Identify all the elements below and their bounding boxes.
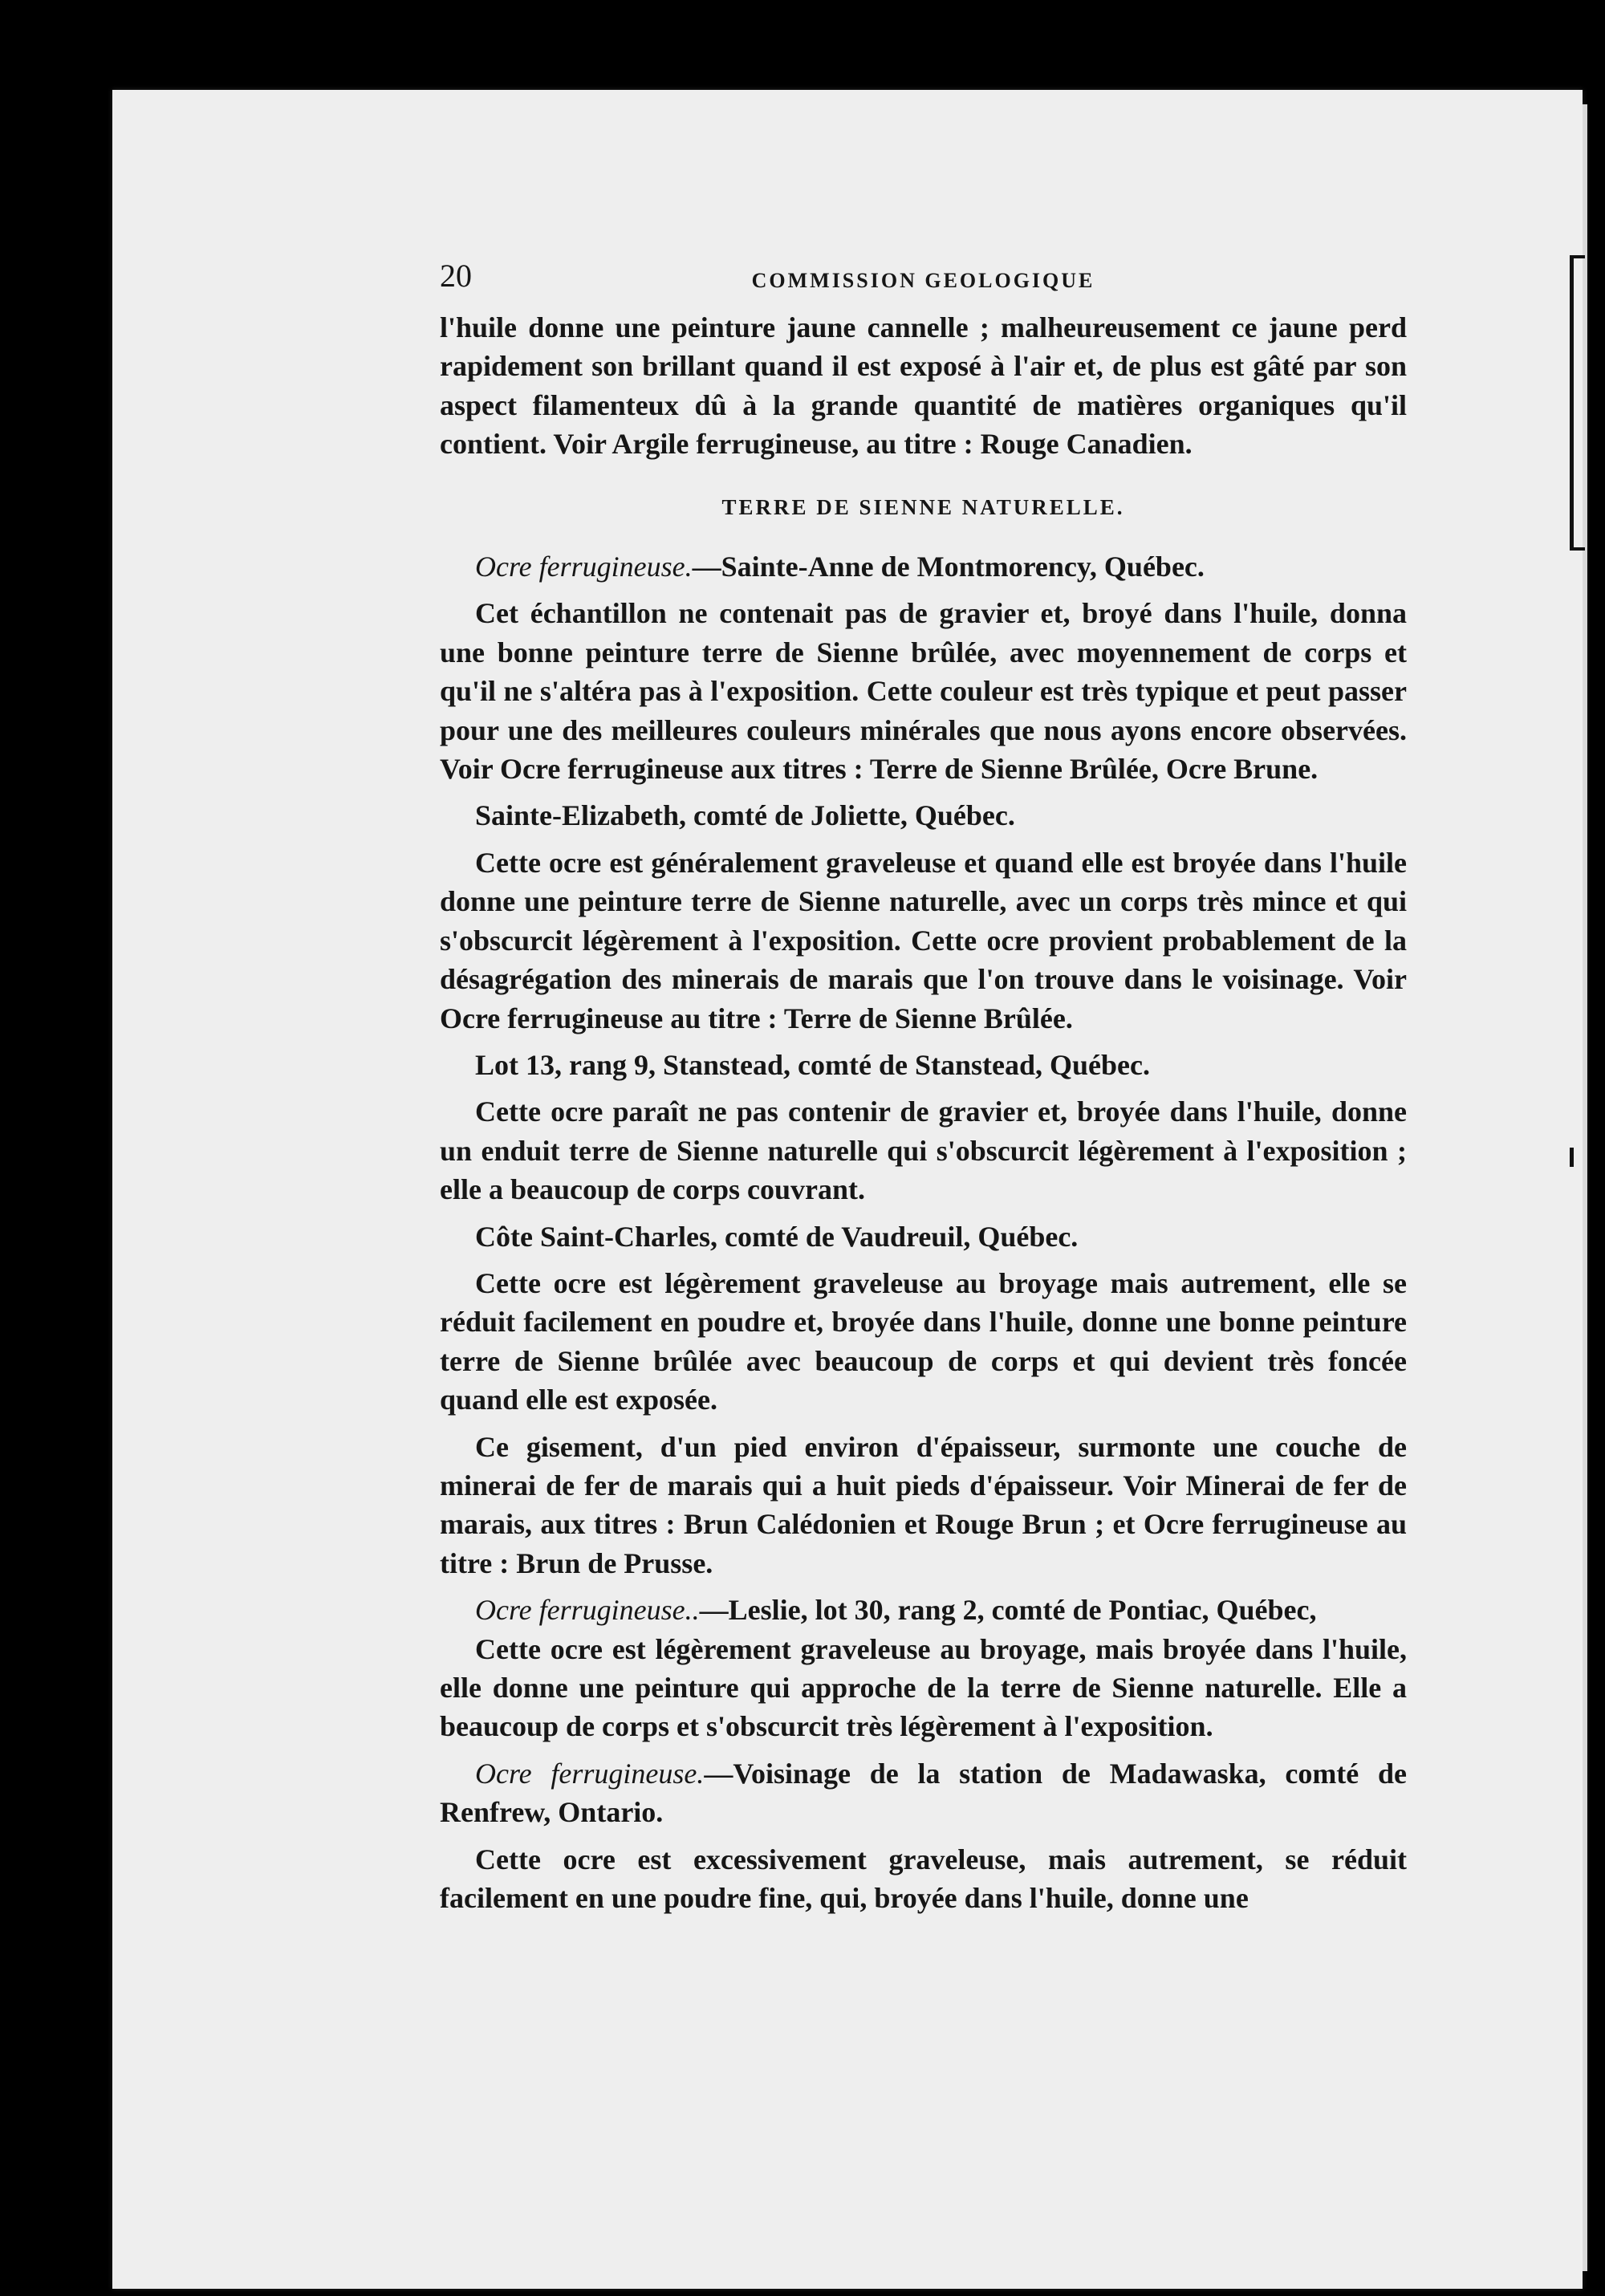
paragraph: Cet échantillon ne contenait pas de gravier et, broyé dans l'huile, donna une bonne peinture terre de Sienne brûlée, avec moyennement de corps et qu'il ne s'altéra pas à l'exposition. Cette couleur est très typique et peut passer pour une des meilleures couleurs minérales que nous ayons encore observées. Voir Ocre ferrugineuse aux titres : Terre de Sienne Brûlée, Ocre Brune. <box>440 597 1407 786</box>
page-content <box>440 257 1407 1917</box>
paragraph: Cette ocre est excessivement graveleuse, mais autrement, se réduit facilement en une poudre fine, qui, broyée dans l'huile, donne une <box>440 1843 1407 1915</box>
entry-lead: Ocre ferrugineuse. <box>475 551 693 583</box>
paragraph: Cette ocre est légèrement graveleuse au broyage, mais broyée dans l'huile, elle donne une peinture qui approche de la terre de Sienne naturelle. Elle a beaucoup de corps et s'obscurcit très légèrement à l'exposition. <box>440 1632 1407 1743</box>
page-header <box>440 257 1407 302</box>
entry-location: —Sainte-Anne de Montmorency, Québec. <box>692 551 1205 583</box>
paragraph: Cette ocre paraît ne pas contenir de gravier et, broyée dans l'huile, donne un enduit terre de Sienne naturelle qui s'obscurcit légèrement à l'exposition ; elle a beaucoup de corps couvrant. <box>440 1095 1407 1206</box>
paragraph-heading <box>440 1591 1407 1629</box>
page-number: 20 <box>440 258 472 294</box>
section-title: TERRE DE SIENNE NATURELLE. <box>721 494 1125 519</box>
paragraph: Cette ocre est légèrement graveleuse au broyage mais autrement, elle se réduit facilement en poudre et, broyée dans l'huile, donne une bonne peinture terre de Sienne brûlée avec beaucoup de corps et qui devient très foncée quand elle est exposée. <box>440 1266 1407 1416</box>
paragraph-heading <box>440 547 1407 586</box>
paragraph: Ce gisement, d'un pied environ d'épaisseur, surmonte une couche de minerai de fer de marais qui a huit pieds d'épaisseur. Voir Minerai de fer de marais, aux titres : Brun Calédonien et Rouge Brun ; et Ocre ferrugineuse au titre : Brun de Prusse. <box>440 1430 1407 1579</box>
paragraph: l'huile donne une peinture jaune cannelle ; malheureusement ce jaune perd rapidement son brillant quand il est exposé à l'air et, de plus est gâté par son aspect filamenteux dû à la grande quantité de matières organiques qu'il contient. Voir Argile ferrugineuse, au titre : Rouge Canadien. <box>440 311 1407 461</box>
running-title: COMMISSION GEOLOGIQUE <box>751 269 1095 292</box>
paragraph: Cette ocre est généralement graveleuse et quand elle est broyée dans l'huile donne une peinture terre de Sienne naturelle, avec un corps très mince et qui s'obscurcit légèrement à l'exposition. Cette ocre provient probablement de la désagrégation des minerais de marais que l'on trouve dans le voisinage. Voir Ocre ferrugineuse au titre : Terre de Sienne Brûlée. <box>440 846 1407 1034</box>
entry-lead: Ocre ferrugineuse. <box>475 1757 705 1790</box>
entry-lead: Ocre ferrugineuse.. <box>475 1594 700 1627</box>
entry-location: —Voisinage de la station de Madawaska, comté de Renfrew, Ontario. <box>440 1757 1407 1829</box>
entry-location: —Leslie, lot 30, rang 2, comté de Pontiac, Québec, <box>699 1594 1317 1627</box>
paragraph: Lot 13, rang 9, Stanstead, comté de Stanstead, Québec. <box>475 1048 1150 1081</box>
paragraph: Côte Saint-Charles, comté de Vaudreuil, Québec. <box>475 1220 1079 1253</box>
paragraph-heading <box>440 1754 1407 1832</box>
margin-bracket <box>1570 255 1585 551</box>
margin-mark <box>1570 1148 1585 1167</box>
paragraph: Sainte-Elizabeth, comté de Joliette, Québec. <box>475 799 1015 832</box>
